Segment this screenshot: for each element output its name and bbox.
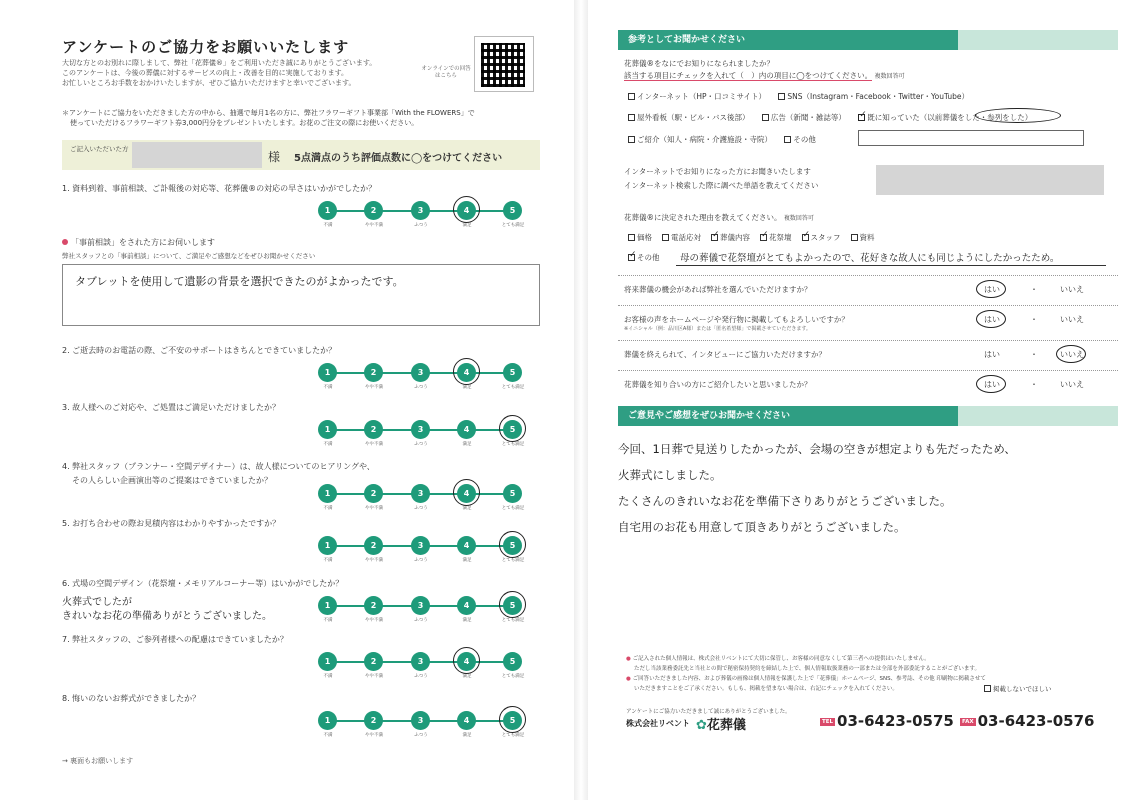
no-option[interactable]: いいえ: [1060, 315, 1084, 324]
rating-label: 不満: [323, 618, 333, 623]
rating-label: ふつう: [414, 558, 428, 563]
rating-option[interactable]: 2: [364, 484, 383, 503]
yes-no-row: お客様の声をホームページや発行物に掲載してもよろしいですか？ ※イニシャル（例：品川区A様）または「匿名希望様」で掲載させていただきます。 はい ・ いいえ: [618, 305, 1118, 331]
rating-scale-4: [318, 484, 525, 514]
question-2: 2. ご逝去時のお電話の際、ご不安のサポートはきちんとできていましたか？: [62, 346, 337, 355]
selected-answer-circle: [453, 358, 480, 385]
selected-answer-circle: [499, 706, 526, 733]
rating-label: 満足: [462, 442, 472, 447]
page-fold: [574, 0, 588, 800]
checkbox-checked-icon[interactable]: ✓: [712, 230, 720, 240]
yes-option[interactable]: はい: [984, 380, 1000, 389]
rating-label: 満足: [462, 618, 472, 623]
no-publish-option[interactable]: 掲載しないでほしい: [984, 684, 1052, 693]
internet-question-1: インターネットでお知りになった方にお聞きいたします: [624, 167, 811, 176]
rating-label: とても満足: [501, 733, 525, 738]
checkbox-checked-icon[interactable]: ✓: [629, 250, 637, 260]
rating-label: 満足: [462, 385, 472, 390]
rating-scale-2: [318, 363, 525, 393]
reason-option[interactable]: 資料: [851, 233, 875, 242]
selected-answer-circle: [453, 479, 480, 506]
rating-option[interactable]: 5: [503, 536, 522, 555]
rating-label: とても満足: [501, 223, 525, 228]
rating-option[interactable]: 4: [457, 484, 476, 503]
prior-consult-heading: 「事前相談」をされた方にお伺いします: [62, 237, 215, 248]
selected-answer-circle: [1056, 345, 1086, 363]
rating-option[interactable]: 3: [411, 484, 430, 503]
rating-label: 不満: [323, 442, 333, 447]
other-input-box[interactable]: [858, 130, 1084, 146]
checkbox-icon[interactable]: [628, 114, 635, 121]
rating-label: やや不満: [365, 618, 383, 623]
rating-option[interactable]: 5: [503, 596, 522, 615]
no-option[interactable]: いいえ: [1060, 285, 1084, 294]
separator: ・: [1030, 285, 1038, 294]
rating-label: 不満: [323, 385, 333, 390]
separator: ・: [1030, 380, 1038, 389]
name-redacted: [132, 142, 262, 168]
selected-answer-circle: [976, 310, 1006, 328]
rating-option[interactable]: 5: [503, 711, 522, 730]
rating-label: ふつう: [414, 442, 428, 447]
rating-option[interactable]: 2: [364, 711, 383, 730]
checkbox-icon[interactable]: [984, 685, 991, 692]
search-term-redacted: [876, 165, 1104, 195]
answer-circle: [975, 108, 1061, 123]
option-billboard[interactable]: 屋外看板（駅・ビル・バス後部）: [628, 113, 750, 122]
prior-consult-subtext: 弊社スタッフとの「事前相談」について、ご満足やご感想などをぜひお聞かせください: [62, 252, 316, 260]
reason-option[interactable]: 電話応対: [662, 233, 701, 242]
rating-option[interactable]: 1: [318, 652, 337, 671]
reason-option[interactable]: 価格: [628, 233, 652, 242]
section-header-comments: ご意見やご感想をぜひお聞かせください: [618, 406, 1118, 426]
rating-scale-5: [318, 536, 525, 566]
rating-option[interactable]: 1: [318, 484, 337, 503]
rating-scale-6: [318, 596, 525, 626]
rating-option[interactable]: 1: [318, 201, 337, 220]
rating-label: ふつう: [414, 385, 428, 390]
rating-option[interactable]: 2: [364, 536, 383, 555]
respondent-name-bar: [62, 140, 540, 170]
checkbox-icon[interactable]: [762, 114, 769, 121]
question-7: 7. 弊社スタッフの、ご参列者様への配慮はできていましたか？: [62, 635, 288, 644]
checkbox-checked-icon[interactable]: ✓: [802, 230, 811, 240]
selected-answer-circle: [453, 647, 480, 674]
question-1: 1. 資料到着、事前相談、ご訃報後の対応等、花葬儀®の対応の早さはいかがでしたか？: [62, 184, 377, 193]
rating-label: 不満: [323, 223, 333, 228]
rating-option[interactable]: 4: [457, 420, 476, 439]
rating-label: とても満足: [501, 674, 525, 679]
prior-consult-answer: タブレットを使用して遺影の背景を選択できたのがよかったです。: [75, 275, 404, 288]
yes-no-row: 葬儀を終えられて、インタビューにご協力いただけますか？ はい ・ いいえ: [618, 340, 1118, 366]
rating-option[interactable]: 3: [411, 536, 430, 555]
yes-option[interactable]: はい: [984, 315, 1000, 324]
yes-no-row: 花葬儀を知り合いの方にご紹介したいと思いましたか？ はい ・ いいえ: [618, 370, 1118, 396]
rating-option[interactable]: 1: [318, 363, 337, 382]
checkbox-checked-icon[interactable]: ✓: [859, 110, 867, 120]
rating-option[interactable]: 5: [503, 201, 522, 220]
qr-pattern: [481, 43, 525, 87]
no-option[interactable]: いいえ: [1060, 380, 1084, 389]
turn-over-note: → 裏面もお願いします: [62, 757, 134, 765]
rating-option[interactable]: 4: [457, 201, 476, 220]
rating-option[interactable]: 2: [364, 201, 383, 220]
rating-label: とても満足: [501, 618, 525, 623]
rating-scale-7: [318, 652, 525, 682]
option-referral[interactable]: ご紹介（知人・病院・介護施設・寺院）: [628, 135, 772, 144]
rating-option[interactable]: 2: [364, 420, 383, 439]
option-ad[interactable]: 広告（新聞・雑誌等）: [762, 113, 846, 122]
survey-back-page: [588, 0, 1148, 800]
rating-label: やや不満: [365, 674, 383, 679]
rating-label: やや不満: [365, 558, 383, 563]
reason-other-answer: 母の葬儀で花祭壇がとてもよかったので、花好きな故人にも同じようにしたかったため。: [676, 250, 1106, 266]
how-known-instruction: 該当する項目にチェックを入れて（ ）内の項目に◯をつけてください。 複数回答可: [624, 71, 905, 80]
checkbox-icon[interactable]: [662, 234, 669, 241]
reason-other[interactable]: ✓ その他: [629, 250, 660, 262]
rating-label: 満足: [462, 223, 472, 228]
checkbox-icon[interactable]: [851, 234, 858, 241]
brand-logo: ✿花葬儀: [696, 718, 746, 733]
rating-label: 不満: [323, 733, 333, 738]
rating-option[interactable]: 1: [318, 420, 337, 439]
rating-option[interactable]: 3: [411, 363, 430, 382]
prior-consult-answer-box[interactable]: [62, 264, 540, 326]
question-4: 4. 弊社スタッフ（プランナー・空間デザイナー）は、故人様についてのヒアリングや、 その人らしい企画演出等のご提案はできていましたか？: [62, 462, 375, 485]
rating-option[interactable]: 1: [318, 536, 337, 555]
how-known-row-3: [628, 134, 826, 145]
flower-icon: ✿: [696, 718, 707, 733]
rating-label: やや不満: [365, 506, 383, 511]
bullet-icon: [62, 239, 68, 245]
rating-option[interactable]: 2: [364, 363, 383, 382]
yes-option[interactable]: はい: [984, 285, 1000, 294]
rating-label: 満足: [462, 558, 472, 563]
rating-option[interactable]: 1: [318, 596, 337, 615]
selected-answer-circle: [499, 531, 526, 558]
checkbox-icon[interactable]: [628, 234, 635, 241]
rating-option[interactable]: 3: [411, 420, 430, 439]
internet-question-2: インターネット検索した際に調べた単語を教えてください: [624, 181, 819, 190]
reason-question: 花葬儀®に決定された理由を教えてください。 複数回答可: [624, 213, 814, 222]
rating-instruction: 5点満点のうち評価点数に◯をつけてください: [294, 153, 503, 164]
rating-option[interactable]: 4: [457, 363, 476, 382]
rating-label: 不満: [323, 674, 333, 679]
tel-number: TEL 03-6423-0575: [822, 712, 954, 730]
lottery-notice: ＊アンケートにご協力をいただきました方の中から、抽選で毎月1名の方に、弊社フラワーギフト事業部「With the FLOWERS」で 使っていただけるフラワーギフト券3,000円分をプレゼントいたします。お花のご注文の際にお使いください。: [62, 109, 475, 127]
rating-label: とても満足: [501, 506, 525, 511]
question-6: 6. 式場の空間デザイン（花祭壇・メモリアルコーナー等）はいかがでしたか？: [62, 579, 344, 588]
name-label: ご記入いただいた方: [70, 145, 129, 153]
rating-label: 満足: [462, 733, 472, 738]
reason-option[interactable]: ✓ 葬儀内容: [712, 230, 750, 242]
selected-answer-circle: [976, 375, 1006, 393]
rating-scale-3: [318, 420, 525, 450]
reason-options: [628, 232, 885, 243]
selected-answer-circle: [499, 415, 526, 442]
checkbox-icon[interactable]: [784, 136, 791, 143]
yes-no-row: 将来葬儀の機会があれば弊社を選んでいただけますか？ はい ・ いいえ: [618, 275, 1118, 301]
checkbox-icon[interactable]: [778, 93, 785, 100]
rating-label: ふつう: [414, 733, 428, 738]
yes-option[interactable]: はい: [984, 350, 1000, 359]
rating-label: ふつう: [414, 506, 428, 511]
rating-option[interactable]: 5: [503, 420, 522, 439]
company-name: 株式会社リベント: [626, 719, 690, 728]
rating-label: やや不満: [365, 223, 383, 228]
rating-label: やや不満: [365, 385, 383, 390]
selected-answer-circle: [453, 196, 480, 223]
reason-option[interactable]: ✓ スタッフ: [802, 230, 841, 242]
selected-answer-circle: [976, 280, 1006, 298]
name-suffix: 様: [268, 150, 281, 164]
no-option[interactable]: いいえ: [1060, 350, 1084, 359]
rating-label: ふつう: [414, 674, 428, 679]
rating-scale-1: [318, 201, 525, 231]
rating-label: とても満足: [501, 558, 525, 563]
checkbox-icon[interactable]: [628, 93, 635, 100]
rating-option[interactable]: 5: [503, 484, 522, 503]
rating-option[interactable]: 3: [411, 652, 430, 671]
option-sns[interactable]: SNS（Instagram・Facebook・Twitter・YouTube）: [778, 92, 969, 101]
selected-answer-circle: [499, 591, 526, 618]
rating-label: とても満足: [501, 442, 525, 447]
option-internet[interactable]: インターネット（HP・口コミサイト）: [628, 92, 766, 101]
q6-handwritten-answer: 火葬式でしたが きれいなお花の準備ありがとうございました。: [62, 597, 272, 622]
rating-label: やや不満: [365, 733, 383, 738]
intro-text: 大切な方とのお別れに際しまして、弊社「花葬儀®」をご利用いただき誠にありがとうございます。 このアンケートは、今後の葬儀に対するサービスの向上・改善を目的に実施しております。 お忙しいところお手数をおかけいたしますが、ぜひご協力いただけますと幸いでございます。: [62, 59, 377, 87]
rating-option[interactable]: 3: [411, 201, 430, 220]
rating-label: 満足: [462, 674, 472, 679]
page-title: アンケートのご協力をお願いいたします: [62, 38, 350, 56]
rating-option[interactable]: 4: [457, 596, 476, 615]
qr-code[interactable]: [474, 36, 534, 92]
rating-label: 不満: [323, 506, 333, 511]
rating-option[interactable]: 2: [364, 652, 383, 671]
separator: ・: [1030, 315, 1038, 324]
rating-option[interactable]: 3: [411, 596, 430, 615]
checkbox-icon[interactable]: [628, 136, 635, 143]
rating-scale-8: [318, 711, 525, 741]
checkbox-checked-icon[interactable]: ✓: [761, 230, 769, 240]
how-known-question: 花葬儀®をなにでお知りになられましたか？: [624, 59, 774, 68]
rating-option[interactable]: 5: [503, 652, 522, 671]
question-5: 5. お打ち合わせの際お見積内容はわかりやすかったですか？: [62, 519, 281, 528]
rating-option[interactable]: 3: [411, 711, 430, 730]
option-other[interactable]: その他: [784, 135, 816, 144]
rating-option[interactable]: 2: [364, 596, 383, 615]
separator: ・: [1030, 350, 1038, 359]
thanks-line: アンケートにご協力いただきまして誠にありがとうございました。: [626, 709, 791, 715]
comments-answer: 今回、1日葬で見送りしたかったが、会場の空きが想定よりも先だったため、 火葬式にしました。 たくさんのきれいなお花を準備下さりありがとうございました。 自宅用のお花も用意して頂きありがとうございました。: [618, 442, 1016, 534]
rating-label: 満足: [462, 506, 472, 511]
rating-label: やや不満: [365, 442, 383, 447]
rating-label: ふつう: [414, 223, 428, 228]
section-header-reference: 参考としてお聞かせください: [618, 30, 1118, 50]
qr-label: オンラインでの回答はこちら: [421, 66, 471, 79]
rating-option[interactable]: 4: [457, 536, 476, 555]
rating-label: 不満: [323, 558, 333, 563]
reason-option[interactable]: ✓ 花祭壇: [761, 230, 792, 242]
rating-option[interactable]: 1: [318, 711, 337, 730]
question-8: 8. 悔いのないお葬式ができましたか？: [62, 694, 201, 703]
how-known-row-1: [628, 91, 979, 102]
question-3: 3. 故人様へのご対応や、ご処置はご満足いただけましたか？: [62, 403, 281, 412]
rating-label: ふつう: [414, 618, 428, 623]
rating-option[interactable]: 4: [457, 652, 476, 671]
privacy-notice: ● ご記入された個人情報は、株式会社リベントにて大切に保管し、お客様の同意なくして第三者への提供はいたしません。 ただし当該業務委託先と当社との間で秘密保持契約を締結した上で、個人情報取扱業務の一部または全部を外部委託することがございます。 ● ご回答いただきました内容、および葬儀の画像は個人情報を保護した上で「花葬儀」ホームページ、SNS、参考誌、その他 印刷物に掲載させて いただきますことをご了承ください。もしも、掲載を望まない場合は、右記にチェックを入れてください。: [626, 656, 986, 692]
option-already-known[interactable]: ✓ 既に知っていた（以前葬儀をした・参列をした）: [859, 110, 1033, 122]
rating-option[interactable]: 4: [457, 711, 476, 730]
fax-number: FAX 03-6423-0576: [962, 712, 1095, 730]
rating-label: とても満足: [501, 385, 525, 390]
rating-option[interactable]: 5: [503, 363, 522, 382]
